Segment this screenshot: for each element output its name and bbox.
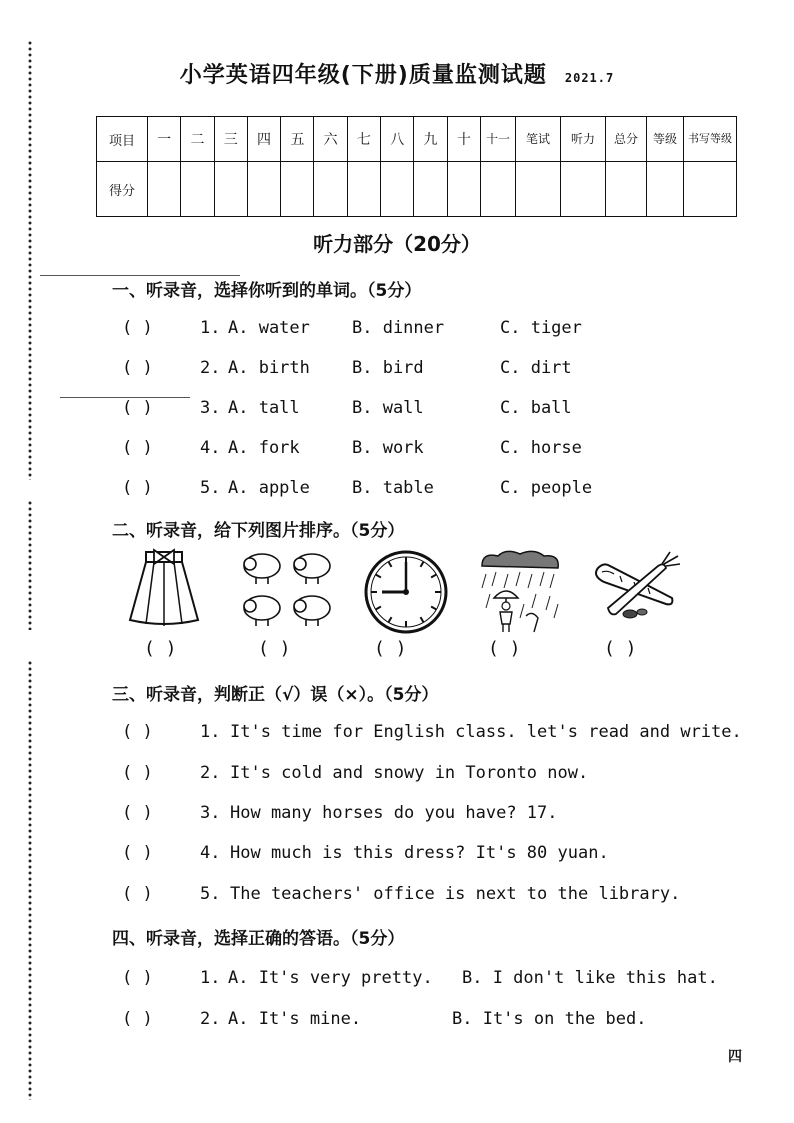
score-cell: 三 [214,117,247,162]
answer-blank[interactable]: ( ) [122,358,153,378]
picture-order-blank[interactable]: ( ) [488,638,521,659]
answer-blank[interactable]: ( ) [122,398,153,418]
score-cell: 九 [414,117,447,162]
score-input-cell[interactable] [481,162,516,217]
title-text: 小学英语四年级(下册)质量监测试题 [179,63,547,88]
score-cell: 等级 [647,117,684,162]
statement-row [122,722,742,742]
option-b: B. It's on the bed. [452,1009,647,1029]
score-input-cell[interactable] [684,162,737,217]
answer-choice-row [122,968,718,988]
score-input-cell[interactable] [414,162,447,217]
picture-order-blank[interactable]: ( ) [604,638,637,659]
question-number: 5. [200,884,221,904]
carrot-picture [588,548,688,624]
sheep-picture [238,548,338,630]
option-b: B. I don't like this hat. [462,968,718,988]
option-c: C. people [500,478,593,498]
score-table-header-row [97,117,737,162]
score-input-cell[interactable] [247,162,280,217]
score-input-cell[interactable] [561,162,606,217]
question-number: 1. [200,318,221,338]
statement-row [122,803,558,823]
score-cell: 笔试 [516,117,561,162]
option-a: A. birth [228,358,310,378]
score-cell: 十 [447,117,480,162]
score-input-cell[interactable] [381,162,414,217]
picture-order-blank[interactable]: ( ) [258,638,291,659]
question-number: 4. [200,438,221,458]
score-cell: 八 [381,117,414,162]
clock-picture [362,548,450,636]
page-number: 四 [728,1049,742,1065]
section4-title: 四、听录音，选择正确的答语。（5分） [112,929,405,949]
question-row [122,358,572,378]
option-c: C. dirt [500,358,572,378]
binding-holes-bottom [28,660,32,1100]
score-cell: 七 [347,117,380,162]
statement-text: How many horses do you have? 17. [230,803,558,823]
score-input-cell[interactable] [181,162,214,217]
skirt-picture [124,548,204,628]
score-cell: 六 [314,117,347,162]
score-input-cell[interactable] [447,162,480,217]
option-a: A. It's mine. [228,1009,362,1029]
score-input-cell[interactable] [281,162,314,217]
question-number: 1. [200,722,221,742]
answer-blank[interactable]: ( ) [122,803,153,823]
score-cell: 十一 [481,117,516,162]
page-title [0,58,794,89]
answer-blank[interactable]: ( ) [122,843,153,863]
score-input-cell[interactable] [214,162,247,217]
section3-title: 三、听录音，判断正（√）误（×）。（5分） [112,685,439,705]
answer-blank[interactable]: ( ) [122,478,153,498]
score-cell: 五 [281,117,314,162]
option-a: A. fork [228,438,300,458]
binding-holes-middle [28,500,32,630]
score-input-cell[interactable] [314,162,347,217]
option-b: B. work [352,438,424,458]
score-table [96,116,737,217]
binding-holes-top [28,40,32,480]
score-input-cell[interactable] [516,162,561,217]
question-row [122,318,582,338]
option-c: C. ball [500,398,572,418]
answer-choice-row [122,1009,647,1029]
score-row-label: 得分 [97,162,148,217]
option-b: B. table [352,478,434,498]
score-input-cell[interactable] [347,162,380,217]
picture-order-blank[interactable]: ( ) [374,638,407,659]
question-number: 3. [200,803,221,823]
rain-picture [474,548,564,634]
score-cell: 二 [181,117,214,162]
answer-blank[interactable]: ( ) [122,1009,153,1029]
section1-title: 一、听录音，选择你听到的单词。（5分） [112,281,422,301]
question-number: 2. [200,763,221,783]
option-c: C. horse [500,438,582,458]
question-number: 4. [200,843,221,863]
score-cell: 四 [247,117,280,162]
score-input-cell[interactable] [606,162,647,217]
question-number: 5. [200,478,221,498]
option-a: A. It's very pretty. [228,968,433,988]
question-row [122,478,593,498]
score-cell: 一 [148,117,181,162]
exam-date: 2021.7 [564,71,615,85]
option-b: B. bird [352,358,424,378]
question-row [122,438,582,458]
statement-text: The teachers' office is next to the library. [230,884,681,904]
option-a: A. water [228,318,310,338]
statement-row [122,884,680,904]
answer-blank[interactable]: ( ) [122,438,153,458]
statement-text: It's cold and snowy in Toronto now. [230,763,589,783]
score-input-cell[interactable] [148,162,181,217]
picture-order-blank[interactable]: ( ) [144,638,177,659]
option-c: C. tiger [500,318,582,338]
score-cell: 书写等级 [684,117,737,162]
statement-row [122,763,588,783]
score-cell: 项目 [97,117,148,162]
answer-blank[interactable]: ( ) [122,722,153,742]
question-number: 1. [200,968,221,988]
question-number: 2. [200,358,221,378]
option-b: B. dinner [352,318,445,338]
picture-row [118,548,698,668]
question-number: 2. [200,1009,221,1029]
listening-part-title: 听力部分（20分） [313,232,481,256]
statement-row [122,843,609,863]
answer-blank[interactable]: ( ) [122,884,153,904]
option-a: A. apple [228,478,310,498]
answer-blank[interactable]: ( ) [122,318,153,338]
answer-blank[interactable]: ( ) [122,968,153,988]
score-input-cell[interactable] [647,162,684,217]
statement-text: It's time for English class. let's read and write. [230,722,742,742]
option-b: B. wall [352,398,424,418]
statement-text: How much is this dress? It's 80 yuan. [230,843,609,863]
question-number: 3. [200,398,221,418]
section2-title: 二、听录音，给下列图片排序。（5分） [112,521,405,541]
score-table-score-row [97,162,737,217]
answer-blank[interactable]: ( ) [122,763,153,783]
question-row [122,398,572,418]
score-cell: 听力 [561,117,606,162]
score-cell: 总分 [606,117,647,162]
option-a: A. tall [228,398,300,418]
